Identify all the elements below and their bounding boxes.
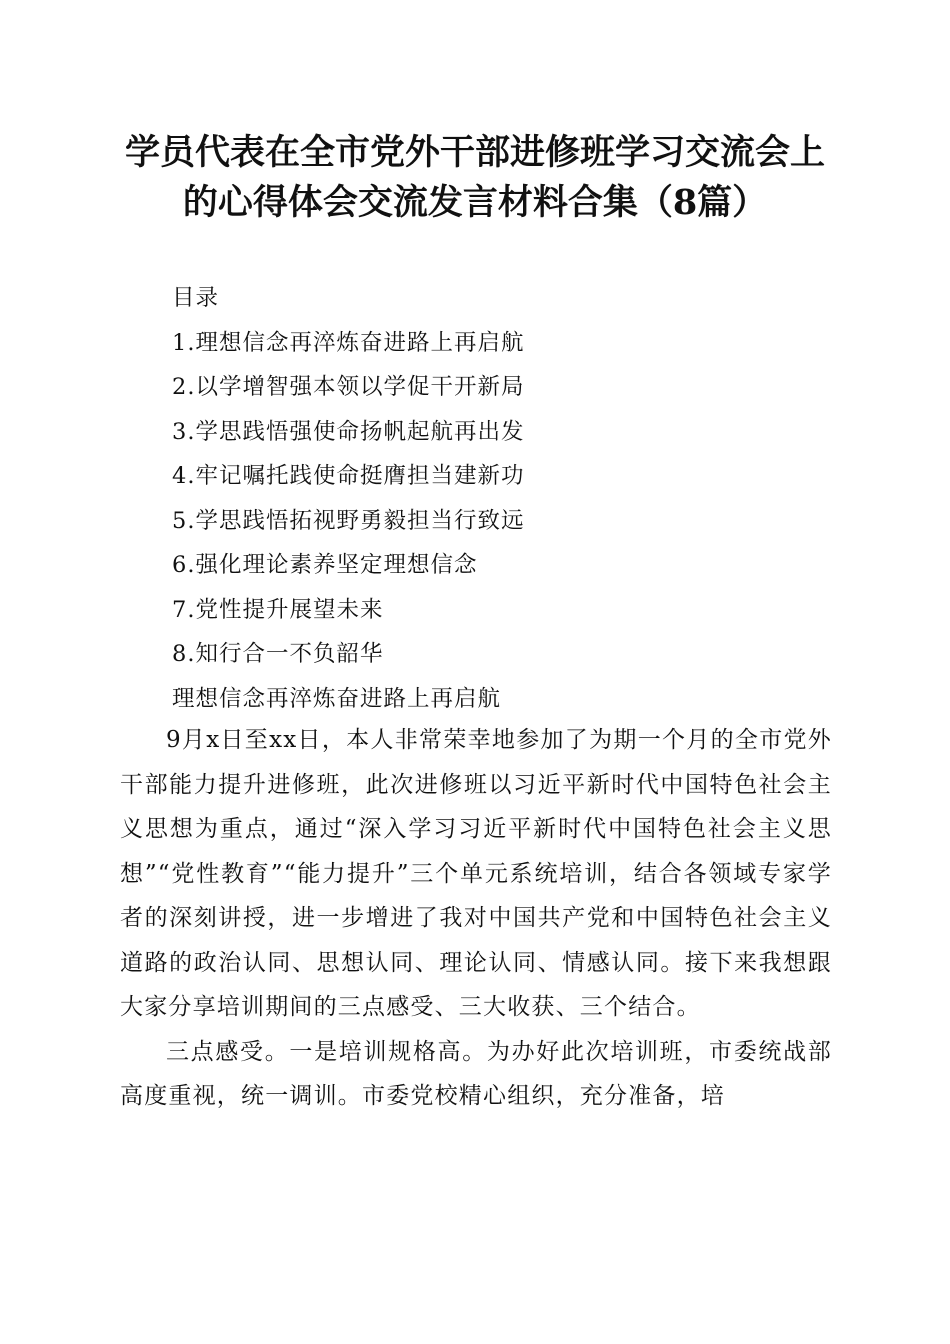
toc-item-7: 7.党性提升展望未来 <box>172 596 384 623</box>
title-line-1: 学员代表在全市党外干部进修班学习交流会上 <box>124 132 825 173</box>
document-title <box>100 128 850 228</box>
title-line-2: 的心得体会交流发言材料合集（8篇） <box>182 182 768 223</box>
toc-item-4: 4.牢记嘱托践使命挺膺担当建新功 <box>172 463 525 489</box>
toc-item-3: 3.学思践悟强使命扬帆起航再出发 <box>172 418 525 445</box>
body-text <box>120 718 832 1119</box>
section-heading: 理想信念再淬炼奋进路上再启航 <box>172 685 502 712</box>
paragraph-1: 9月x日至xx日，本人非常荣幸地参加了为期一个月的全市党外干部能力提升进修班，此次进修班以习近平新时代中国特色社会主义思想为重点，通过“深入学习习近平新时代中国特色社会主义思想”“党性教育”“能力提升”三个单元系统培训，结合各领域专家学者的深刻讲授，进一步增进了我对中国共产党和中国特色社会主义道路的政治认同、思想认同、理论认同、情感认同。接下来我想跟大家分享培训期间的三点感受、三大收获、三个结合。 <box>120 727 832 1020</box>
toc-item-5: 5.学思践悟拓视野勇毅担当行致远 <box>172 507 525 534</box>
toc-item-6: 6.强化理论素养坚定理想信念 <box>172 552 478 578</box>
toc-item-2: 2.以学增智强本领以学促干开新局 <box>172 374 525 400</box>
paragraph-2: 三点感受。一是培训规格高。为办好此次培训班，市委统战部高度重视，统一调训。市委党校精心组织，充分准备，培 <box>120 1038 832 1109</box>
toc-item-8: 8.知行合一不负韶华 <box>172 641 384 667</box>
toc-item-1: 1.理想信念再淬炼奋进路上再启航 <box>172 329 525 356</box>
table-of-contents <box>172 276 852 721</box>
toc-heading: 目录 <box>172 285 220 311</box>
